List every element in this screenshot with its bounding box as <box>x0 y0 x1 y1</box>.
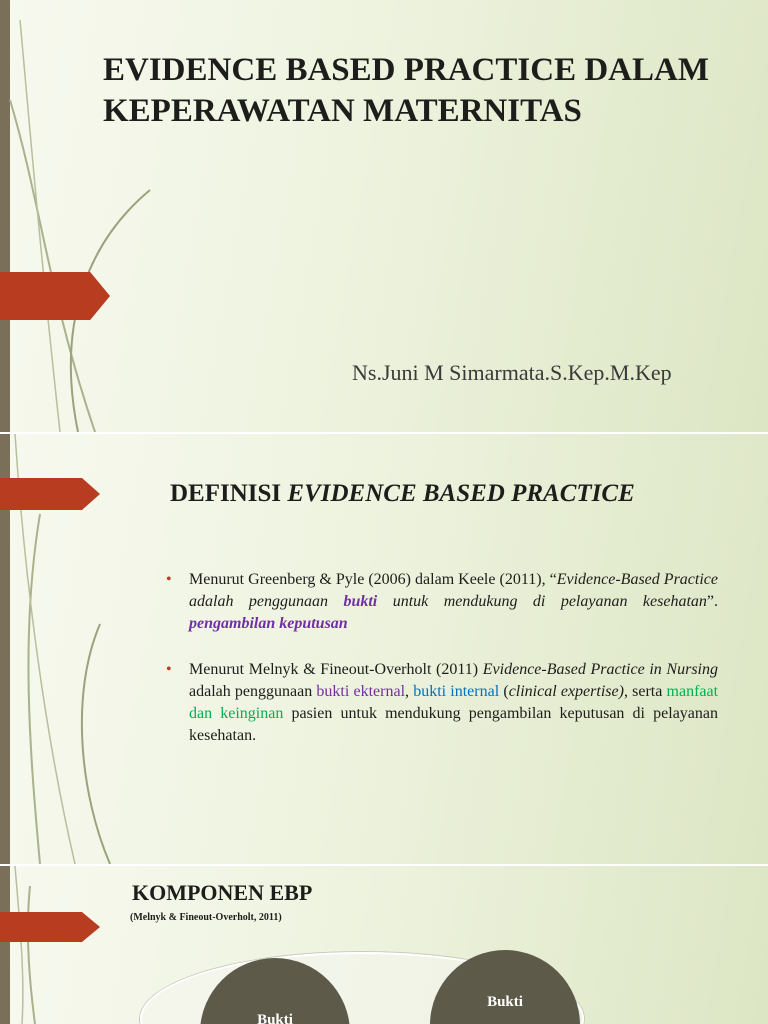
slide-sidebar-bar <box>0 0 10 432</box>
text-run-italic: clinical expertise) <box>508 683 624 700</box>
text-run: ”. <box>706 593 718 610</box>
text-run-italic: untuk mendukung di pelayanan kesehatan <box>377 593 707 610</box>
highlight-pengambilan-keputusan: pengambilan keputusan <box>189 615 348 632</box>
components-diagram <box>130 936 730 1024</box>
heading-plain: DEFINISI <box>170 480 288 507</box>
author-name: Ns.Juni M Simarmata.S.Kep.M.Kep <box>352 360 672 385</box>
text-run: ( <box>499 683 509 700</box>
highlight-bukti: bukti <box>343 593 378 610</box>
slide-heading <box>170 480 635 508</box>
slide-sidebar-bar <box>0 866 10 1024</box>
text-run: , serta <box>623 683 667 700</box>
highlight-manfaat: manfaat dan keinginan <box>189 683 719 722</box>
text-run: Menurut Greenberg & Pyle (2006) dalam Keele (2011), “ <box>189 571 557 588</box>
definition-slide <box>0 434 768 864</box>
bullet-icon: • <box>166 571 172 588</box>
page-title: EVIDENCE BASED PRACTICE DALAM KEPERAWATAN MATERNITAS <box>103 52 709 129</box>
slide-citation: (Melnyk & Fineout-Overholt, 2011) <box>130 912 282 923</box>
accent-arrow <box>0 478 100 510</box>
title-slide <box>0 0 768 432</box>
slide-heading: KOMPONEN EBP <box>132 880 313 905</box>
highlight-bukti-internal: bukti internal <box>413 683 500 700</box>
text-run: , <box>405 683 414 700</box>
heading-italic: EVIDENCE BASED PRACTICE <box>287 480 635 507</box>
components-slide <box>0 866 768 1024</box>
text-run-italic: Evidence-Based Practice adalah penggunaan <box>189 571 719 610</box>
accent-arrow <box>0 272 110 320</box>
text-run: adalah penggunaan <box>189 683 317 700</box>
bullet-icon: • <box>166 661 172 678</box>
text-run: pasien untuk mendukung pengambilan keputusan di pelayanan kesehatan. <box>189 705 718 744</box>
definition-list <box>166 569 718 771</box>
component-label: Bukti <box>487 994 523 1010</box>
component-label: Bukti <box>257 1012 293 1024</box>
text-run-italic: Evidence-Based Practice in Nursing <box>482 661 718 678</box>
list-item <box>166 659 718 747</box>
highlight-bukti-ekternal: bukti ekternal <box>316 683 406 700</box>
accent-arrow <box>0 912 100 942</box>
list-item <box>166 569 718 635</box>
text-run: Menurut Melnyk & Fineout-Overholt (2011) <box>189 661 483 678</box>
